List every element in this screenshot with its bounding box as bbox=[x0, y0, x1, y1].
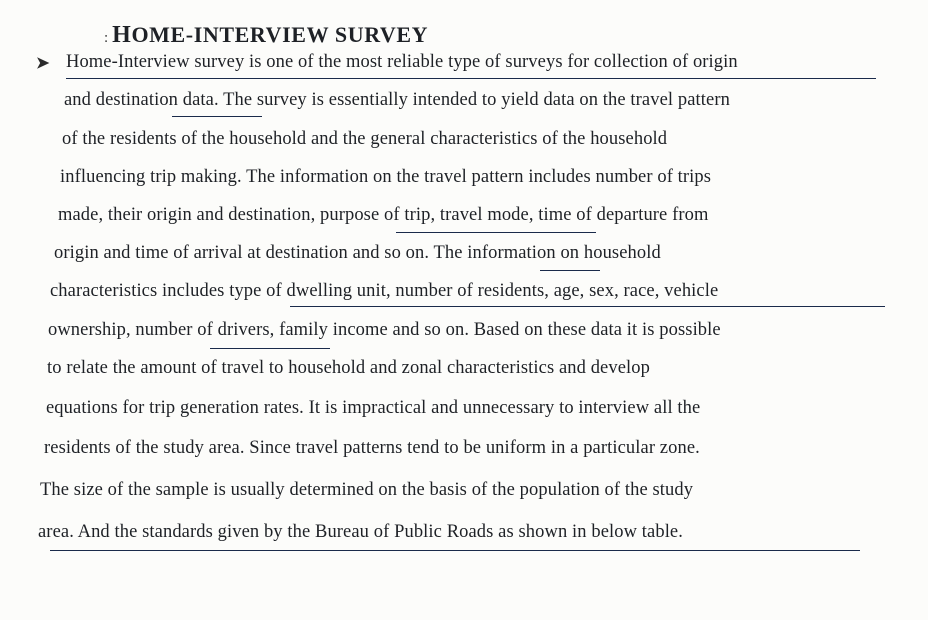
paragraph-line: Home-Interview survey is one of the most reliable type of surveys for collection of origin bbox=[66, 52, 738, 72]
pen-underline bbox=[396, 232, 596, 233]
pen-underline bbox=[210, 348, 330, 349]
heading-first-letter: H bbox=[112, 22, 132, 48]
paragraph-line: made, their origin and destination, purpose of trip, travel mode, time of departure from bbox=[58, 205, 709, 225]
paragraph-line: residents of the study area. Since travel patterns tend to be uniform in a particular zone. bbox=[44, 438, 700, 458]
paragraph-line: ownership, number of drivers, family income and so on. Based on these data it is possible bbox=[48, 320, 721, 340]
paragraph-line: origin and time of arrival at destination and so on. The information on household bbox=[54, 243, 661, 263]
pen-underline bbox=[290, 306, 885, 307]
paragraph-line: and destination data. The survey is essentially intended to yield data on the travel pattern bbox=[64, 90, 730, 110]
pen-underline bbox=[172, 116, 262, 117]
bullet-arrow-icon: ➤ bbox=[36, 55, 50, 72]
paragraph-line: area. And the standards given by the Bureau of Public Roads as shown in below table. bbox=[38, 522, 683, 542]
paragraph-line: equations for trip generation rates. It is impractical and unnecessary to interview all the bbox=[46, 398, 701, 418]
paragraph-line: influencing trip making. The information on the travel pattern includes number of trips bbox=[60, 167, 712, 187]
pen-underline bbox=[50, 550, 860, 551]
pen-underline bbox=[540, 270, 600, 271]
section-heading bbox=[104, 22, 428, 52]
heading-mark: : bbox=[104, 30, 109, 46]
paragraph-line: to relate the amount of travel to household and zonal characteristics and develop bbox=[47, 358, 650, 378]
heading-text: OME-INTERVIEW SURVEY bbox=[131, 22, 429, 47]
pen-underline bbox=[66, 78, 876, 79]
paragraph-line: The size of the sample is usually determined on the basis of the population of the study bbox=[40, 480, 694, 500]
paragraph-line: characteristics includes type of dwelling unit, number of residents, age, sex, race, vehicle bbox=[50, 281, 719, 301]
paragraph-line: of the residents of the household and the general characteristics of the household bbox=[62, 129, 668, 149]
